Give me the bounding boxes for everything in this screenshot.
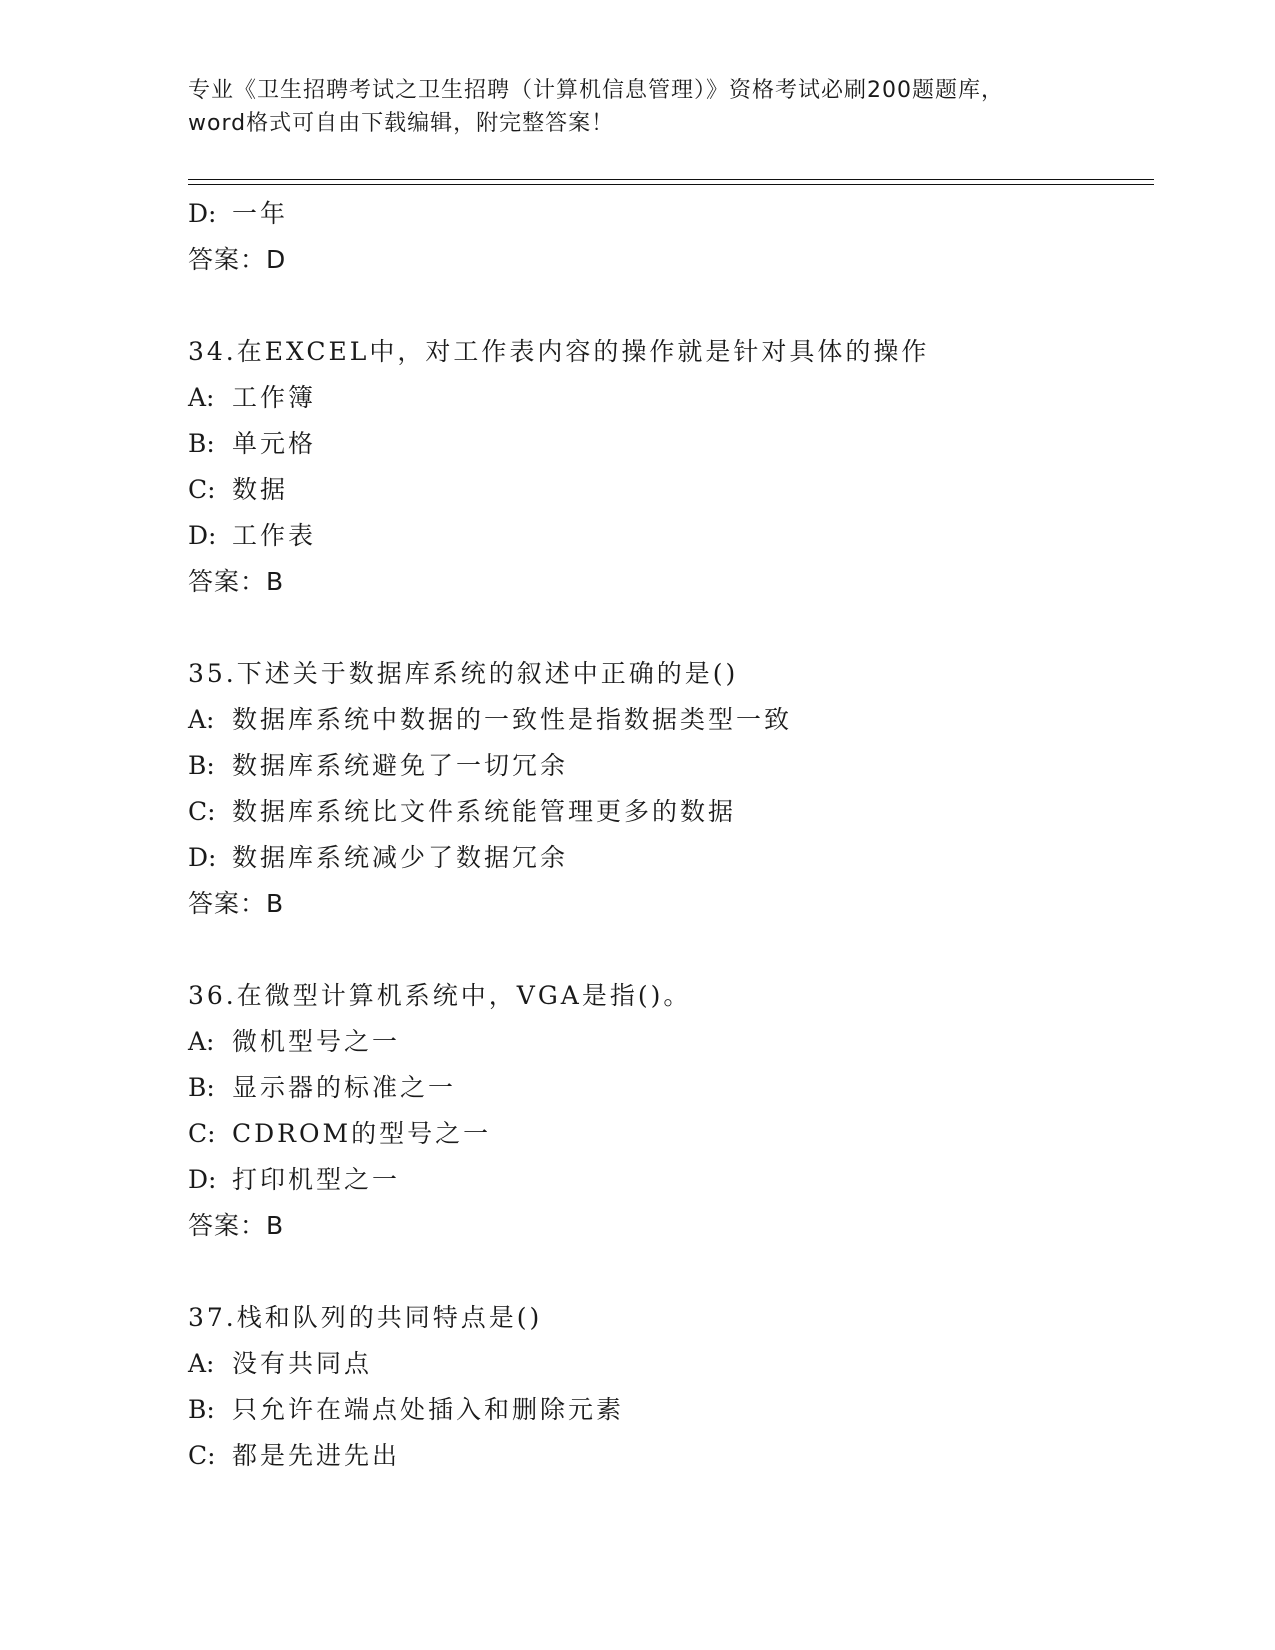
question-stem: 35.下述关于数据库系统的叙述中正确的是() [188,659,739,688]
option-label: A: [188,705,215,734]
option-line [188,1433,1154,1479]
header-divider-bottom [188,184,1154,185]
question-list [188,191,1154,1479]
question-block [188,329,1154,605]
header-title-line-1: 专业《卫生招聘考试之卫生招聘（计算机信息管理）》资格考试必刷200题题库， [188,78,1004,103]
option-text: 数据库系统减少了数据冗余 [232,843,569,872]
option-line [188,375,1154,421]
option-line [188,191,1154,237]
option-text: 微机型号之一 [232,1027,401,1056]
option-line [188,789,1154,835]
answer-line: 答案：B [188,567,285,596]
answer-line: 答案：D [188,245,287,274]
option-line [188,1387,1154,1433]
document-header [188,74,1088,140]
option-text: 打印机型之一 [232,1165,401,1194]
option-text: 只允许在端点处插入和删除元素 [232,1395,625,1424]
answer-line: 答案：B [188,1211,285,1240]
option-label: D: [188,199,217,228]
option-line [188,697,1154,743]
option-text: 单元格 [232,429,317,458]
option-label: B: [188,429,215,458]
answer-line: 答案：B [188,889,285,918]
option-label: B: [188,751,215,780]
option-label: D: [188,843,217,872]
option-label: B: [188,1395,215,1424]
option-label: C: [188,797,216,826]
question-block [188,651,1154,927]
option-line [188,1065,1154,1111]
option-text: 数据 [232,475,289,504]
option-line [188,1019,1154,1065]
option-text: 一年 [232,199,289,228]
option-text: 数据库系统比文件系统能管理更多的数据 [232,797,737,826]
option-text: 数据库系统中数据的一致性是指数据类型一致 [232,705,793,734]
header-divider-top [188,179,1154,180]
option-text: 工作表 [232,521,317,550]
question-block [188,973,1154,1249]
option-label: A: [188,383,215,412]
option-label: C: [188,475,216,504]
option-text: 没有共同点 [232,1349,373,1378]
option-line [188,835,1154,881]
option-label: D: [188,1165,217,1194]
option-line [188,1157,1154,1203]
option-text: 显示器的标准之一 [232,1073,457,1102]
option-line [188,1341,1154,1387]
option-label: A: [188,1349,215,1378]
option-text: CDROM的型号之一 [232,1119,492,1148]
option-label: B: [188,1073,215,1102]
option-line [188,421,1154,467]
question-stem: 34.在EXCEL中，对工作表内容的操作就是针对具体的操作 [188,337,930,366]
option-line [188,467,1154,513]
option-label: A: [188,1027,215,1056]
option-text: 都是先进先出 [232,1441,401,1470]
option-line [188,1111,1154,1157]
option-label: C: [188,1441,216,1470]
question-block [188,1295,1154,1479]
option-label: D: [188,521,217,550]
question-stem: 36.在微型计算机系统中，VGA是指()。 [188,981,692,1010]
option-line [188,513,1154,559]
option-line [188,743,1154,789]
header-title-line-2: word格式可自由下载编辑，附完整答案！ [188,111,615,136]
option-text: 数据库系统避免了一切冗余 [232,751,569,780]
question-stem: 37.栈和队列的共同特点是() [188,1303,543,1332]
option-label: C: [188,1119,216,1148]
option-text: 工作簿 [232,383,317,412]
